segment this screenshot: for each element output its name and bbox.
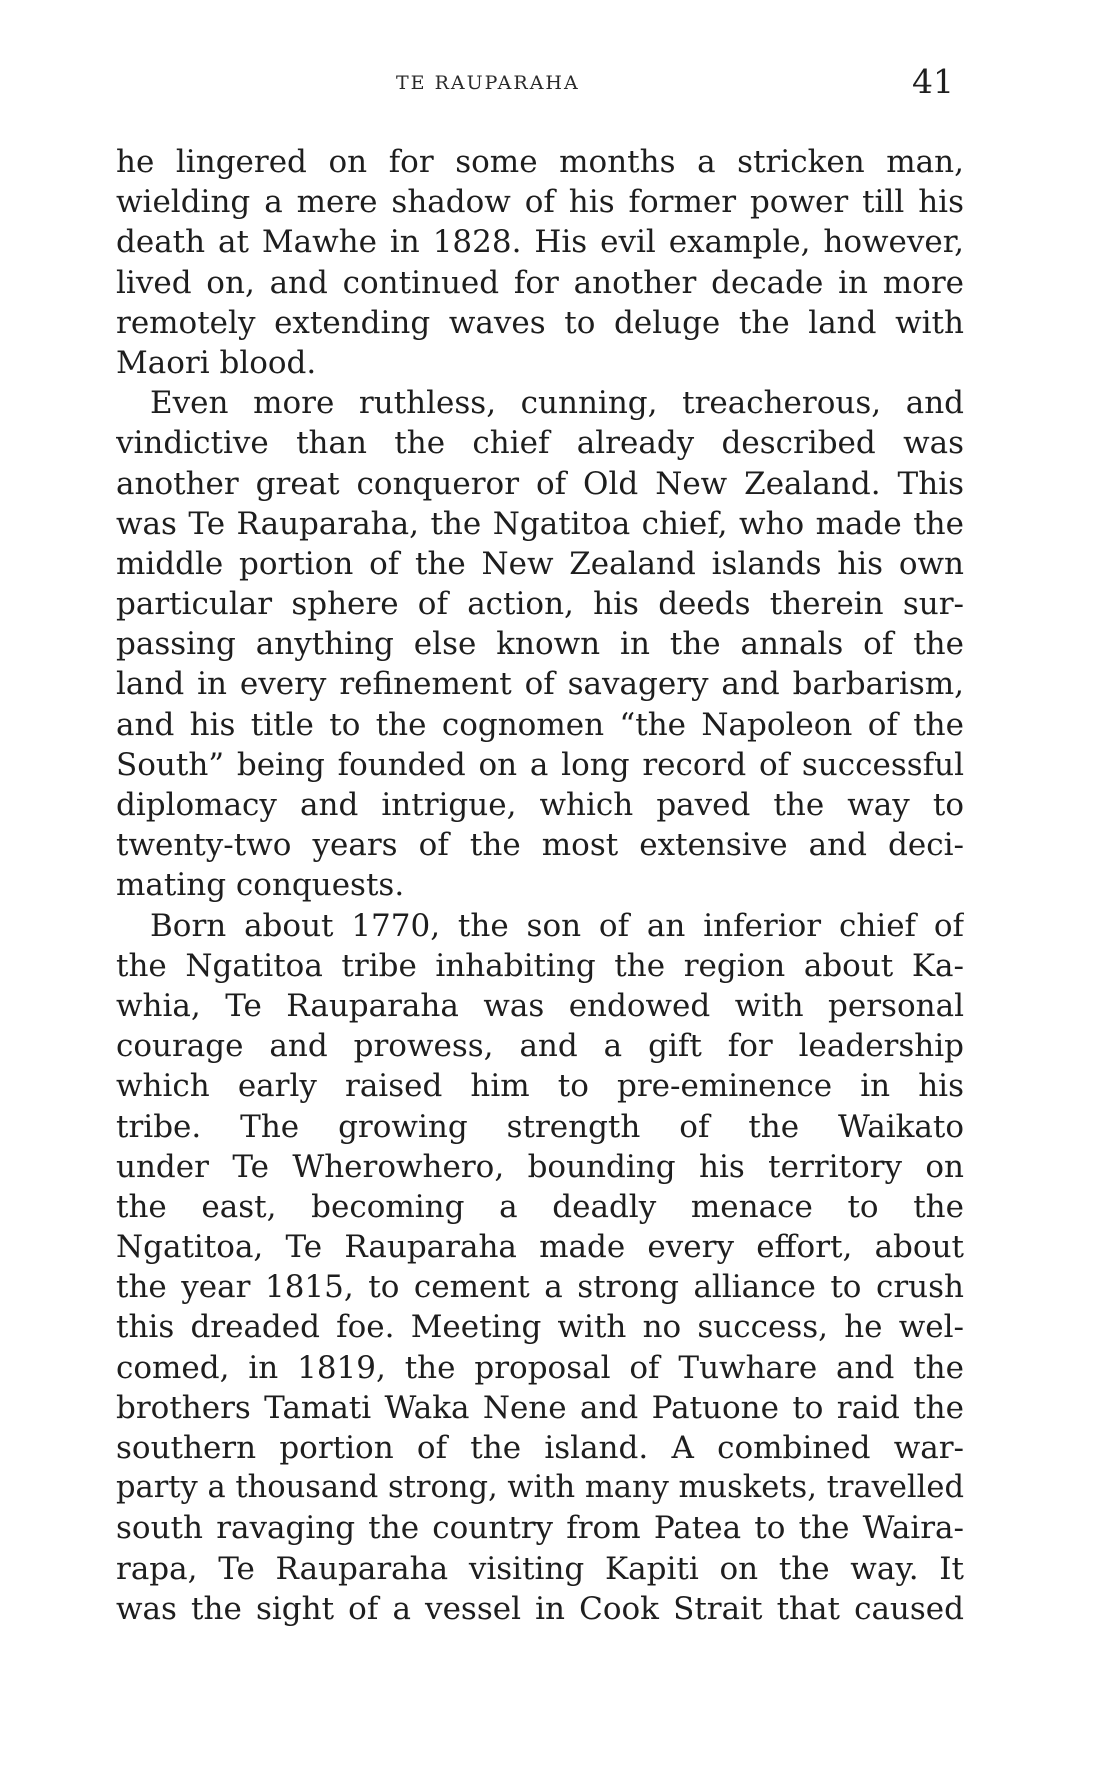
text-line: this dreaded foe. Meeting with no success, he wel- [116, 1309, 964, 1346]
text-line: was the sight of a vessel in Cook Strait that caused [116, 1590, 964, 1627]
text-line: Born about 1770, the son of an inferior chief of [150, 907, 964, 944]
text-line: was Te Rauparaha, the Ngatitoa chief, who made the [116, 505, 964, 542]
text-line: land in every refinement of savagery and barbarism, [116, 666, 964, 703]
running-header [0, 62, 1114, 106]
text-line: comed, in 1819, the proposal of Tuwhare and the [116, 1349, 964, 1386]
text-line: south ravaging the country from Patea to the Waira- [116, 1510, 964, 1547]
text-line: vindictive than the chief already described was [116, 425, 964, 462]
text-line: Ngatitoa, Te Rauparaha made every effort, about [116, 1229, 964, 1266]
text-line: which early raised him to pre-eminence in his [116, 1068, 964, 1105]
text-line: the Ngatitoa tribe inhabiting the region about Ka- [116, 947, 964, 984]
text-line: lived on, and continued for another decade in more [116, 264, 964, 301]
page-number: 41 [912, 62, 954, 101]
text-line: he lingered on for some months a stricken man, [116, 144, 964, 180]
text-line: middle portion of the New Zealand islands his own [116, 545, 964, 582]
text-line: passing anything else known in the annals of the [116, 626, 964, 663]
text-line: Even more ruthless, cunning, treacherous, and [150, 385, 964, 422]
text-line: twenty-two years of the most extensive and deci- [116, 827, 964, 864]
text-line: brothers Tamati Waka Nene and Patuone to raid the [116, 1389, 964, 1426]
text-line: rapa, Te Rauparaha visiting Kapiti on the way. It [116, 1550, 964, 1587]
text-line: diplomacy and intrigue, which paved the way to [116, 787, 964, 823]
text-line: and his title to the cognomen “the Napoleon of the [116, 706, 964, 743]
text-line: wielding a mere shadow of his former power till his [116, 184, 964, 221]
text-line: death at Mawhe in 1828. His evil example, however, [116, 224, 964, 261]
text-line: under Te Wherowhero, bounding his territory on [116, 1148, 964, 1185]
text-line: mating conquests. [116, 867, 405, 904]
text-line: particular sphere of action, his deeds therein sur- [116, 586, 964, 623]
body-text [116, 142, 964, 1629]
text-line: courage and prowess, and a gift for leadership [116, 1028, 964, 1065]
text-line: South” being founded on a long record of successful [116, 746, 964, 783]
text-line: another great conqueror of Old New Zealand. This [116, 465, 964, 502]
text-line: the year 1815, to cement a strong alliance to crush [116, 1269, 964, 1306]
text-line: Maori blood. [116, 344, 317, 381]
text-line: southern portion of the island. A combined war- [116, 1430, 964, 1466]
text-line: remotely extending waves to deluge the land with [116, 304, 964, 341]
text-line: the east, becoming a deadly menace to the [116, 1188, 964, 1225]
running-title: TE RAUPARAHA [396, 72, 580, 94]
text-line: party a thousand strong, with many muskets, travelled [116, 1470, 964, 1506]
text-line: tribe. The growing strength of the Waikato [116, 1108, 964, 1145]
text-line: whia, Te Rauparaha was endowed with personal [116, 987, 964, 1024]
